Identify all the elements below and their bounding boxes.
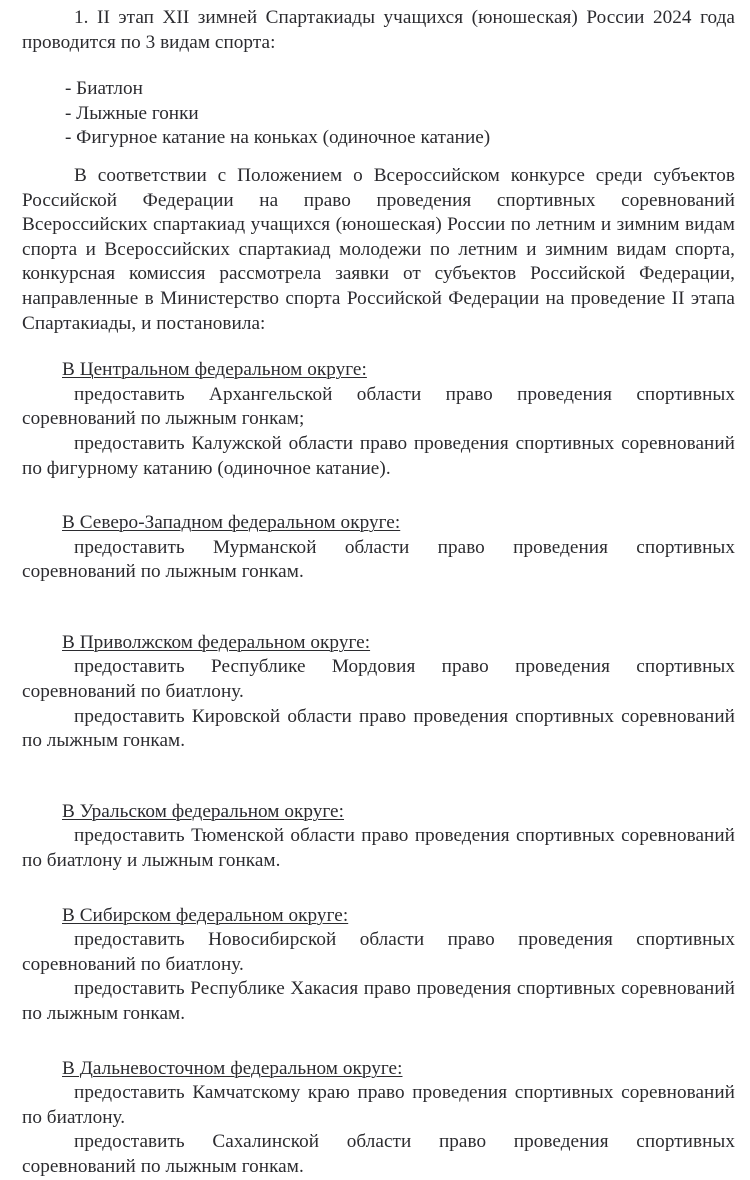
- district-heading-northwest: [22, 511, 735, 536]
- spacer: [22, 481, 735, 511]
- spacer: [22, 754, 735, 800]
- spacer: [22, 55, 735, 77]
- district-decision: предоставить Республике Хакасия право проведения спортивных соревнований по лыжным гонкам.: [22, 978, 735, 1024]
- intro-paragraph: 1. II этап XII зимней Спартакиады учащихся (юношеская) России 2024 года проводится по 3 видам спорта:: [22, 7, 735, 53]
- spacer: [22, 585, 735, 631]
- district-heading-text: В Центральном федеральном округе:: [62, 359, 367, 381]
- district-heading-text: В Приволжском федеральном округе:: [62, 631, 371, 653]
- spacer: [22, 874, 735, 904]
- sport-list-item: - Фигурное катание на коньках (одиночное катание): [65, 127, 491, 149]
- district-decision: предоставить Сахалинской области право проведения спортивных соревнований по лыжным гонкам.: [22, 1131, 735, 1177]
- district-decision: предоставить Кировской области право проведения спортивных соревнований по лыжным гонкам.: [22, 705, 735, 752]
- district-heading-text: В Сибирском федеральном округе:: [62, 904, 349, 926]
- sport-list-item: - Биатлон: [65, 78, 143, 100]
- district-heading-volga: [22, 631, 735, 656]
- district-decision: предоставить Новосибирской области право проведения спортивных соревнований по биатлону.: [22, 929, 735, 975]
- district-decision: предоставить Тюменской области право проведения спортивных соревнований по биатлону и лыжным гонкам.: [22, 825, 735, 872]
- district-heading-central: [22, 358, 735, 383]
- district-heading-ural: [22, 800, 735, 825]
- district-decision: предоставить Архангельской области право проведения спортивных соревнований по лыжным гонкам;: [22, 383, 735, 430]
- sport-list-item: - Лыжные гонки: [65, 102, 199, 124]
- document-body: [22, 6, 735, 1180]
- spacer: [22, 1027, 735, 1057]
- sports-list: [22, 77, 735, 151]
- district-heading-fareast: [22, 1057, 735, 1082]
- district-heading-text: В Уральском федеральном округе:: [62, 800, 345, 822]
- district-heading-siberian: [22, 904, 735, 929]
- district-heading-text: В Дальневосточном федеральном округе:: [62, 1057, 403, 1079]
- preamble-paragraph: В соответствии с Положением о Всероссийском конкурсе среди субъектов Российской Федерации на право проведения спортивных соревнований Всероссийских спартакиад учащихся (юношеская) России по летним и зимним видам спорта и Всероссийских спартакиад молодежи по летним и зимним видам спорта, конкурсная комиссия рассмотрела заявки от субъектов Российской Федерации, направленные в Министерство спорта Российской Федерации на проведение II этапа Спартакиады, и постановила:: [22, 164, 735, 334]
- spacer: [22, 151, 735, 164]
- district-decision: предоставить Мурманской области право проведения спортивных соревнований по лыжным гонкам.: [22, 536, 735, 583]
- district-heading-text: В Северо-Западном федеральном округе:: [62, 512, 401, 534]
- district-decision: предоставить Республике Мордовия право проведения спортивных соревнований по биатлону.: [22, 656, 735, 703]
- district-decision: предоставить Калужской области право проведения спортивных соревнований по фигурному катанию (одиночное катание).: [22, 432, 735, 479]
- spacer: [22, 336, 735, 358]
- district-decision: предоставить Камчатскому краю право проведения спортивных соревнований по биатлону.: [22, 1082, 735, 1128]
